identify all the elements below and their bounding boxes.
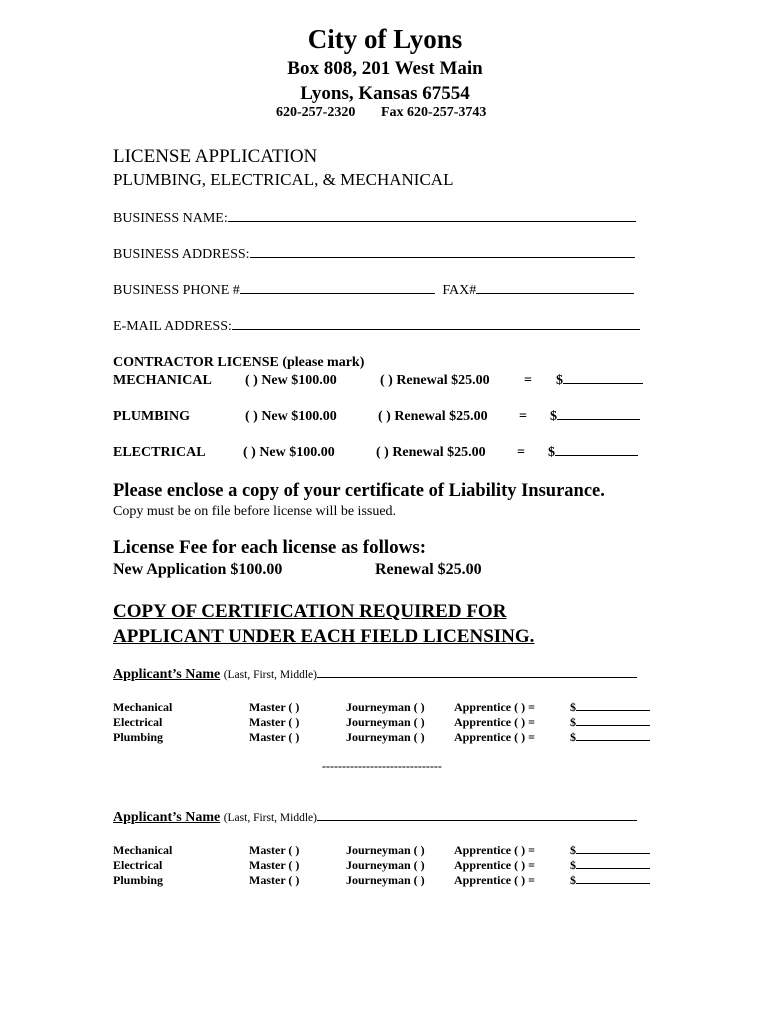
certification-line-1: COPY OF CERTIFICATION REQUIRED FOR <box>113 601 507 622</box>
fee-renewal: Renewal $25.00 <box>375 561 482 578</box>
apprentice-checkbox[interactable]: Apprentice ( ) = <box>454 858 535 872</box>
trade-mechanical-2: Mechanical <box>113 843 173 857</box>
email-line[interactable] <box>232 329 640 330</box>
applicant-name-line[interactable] <box>317 677 637 678</box>
amount-line[interactable] <box>576 725 650 726</box>
dollar-sign: $ <box>570 858 576 872</box>
electrical-equals: = <box>517 445 525 460</box>
business-name-line[interactable] <box>228 221 636 222</box>
fax-line[interactable] <box>476 293 634 294</box>
dollar-sign: $ <box>556 373 563 388</box>
amount-field[interactable] <box>570 873 650 888</box>
dollar-sign: $ <box>550 409 557 424</box>
business-name-field[interactable] <box>113 211 636 227</box>
electrical-new-checkbox[interactable]: ( ) New $100.00 <box>243 445 335 460</box>
dollar-sign: $ <box>570 873 576 887</box>
master-checkbox[interactable]: Master ( ) <box>249 843 300 857</box>
form-subtitle: PLUMBING, ELECTRICAL, & MECHANICAL <box>113 170 454 189</box>
plumbing-new-checkbox[interactable]: ( ) New $100.00 <box>245 409 337 424</box>
apprentice-checkbox[interactable]: Apprentice ( ) = <box>454 715 535 729</box>
form-title: LICENSE APPLICATION <box>113 146 318 167</box>
electrical-renewal-checkbox[interactable]: ( ) Renewal $25.00 <box>376 445 486 460</box>
plumbing-amount-field[interactable] <box>550 409 640 425</box>
dollar-sign: $ <box>570 730 576 744</box>
mechanical-new-checkbox[interactable]: ( ) New $100.00 <box>245 373 337 388</box>
city-title: City of Lyons <box>307 24 463 54</box>
master-checkbox[interactable]: Master ( ) <box>249 700 300 714</box>
contractor-heading: CONTRACTOR LICENSE (please mark) <box>113 355 365 370</box>
certification-line-2: APPLICANT UNDER EACH FIELD LICENSING. <box>113 626 535 647</box>
mechanical-amount-field[interactable] <box>556 373 643 389</box>
business-phone-label: BUSINESS PHONE # <box>113 283 240 298</box>
amount-field[interactable] <box>570 700 650 715</box>
business-address-field[interactable] <box>113 247 635 263</box>
amount-field[interactable] <box>570 730 650 745</box>
fee-new-application: New Application $100.00 <box>113 561 283 578</box>
mechanical-equals: = <box>524 373 532 388</box>
amount-line[interactable] <box>576 868 650 869</box>
apprentice-checkbox[interactable]: Apprentice ( ) = <box>454 700 535 714</box>
applicant-name-label: Applicant’s Name <box>113 810 221 825</box>
applicant-name-hint: (Last, First, Middle) <box>223 669 317 681</box>
applicant-name-label: Applicant’s Name <box>113 667 221 682</box>
amount-line[interactable] <box>557 419 640 420</box>
email-label: E-MAIL ADDRESS: <box>113 319 232 334</box>
applicant-name-line[interactable] <box>317 820 637 821</box>
business-phone-field[interactable] <box>113 283 634 299</box>
applicant-name-field-1[interactable] <box>113 667 637 683</box>
amount-line[interactable] <box>576 740 650 741</box>
dollar-sign: $ <box>548 445 555 460</box>
business-address-line[interactable] <box>250 257 635 258</box>
applicant-name-field-2[interactable] <box>113 810 637 826</box>
apprentice-checkbox[interactable]: Apprentice ( ) = <box>454 730 535 744</box>
trade-mechanical-1: Mechanical <box>113 700 173 714</box>
mechanical-renewal-checkbox[interactable]: ( ) Renewal $25.00 <box>380 373 490 388</box>
fax-label: FAX# <box>442 283 477 298</box>
business-phone-line[interactable] <box>240 293 435 294</box>
journeyman-checkbox[interactable]: Journeyman ( ) <box>346 873 425 887</box>
amount-line[interactable] <box>563 383 643 384</box>
applicant-name-hint: (Last, First, Middle) <box>223 812 317 824</box>
fax-number: Fax 620-257-3743 <box>381 105 487 120</box>
journeyman-checkbox[interactable]: Journeyman ( ) <box>346 730 425 744</box>
fees-heading: License Fee for each license as follows: <box>113 537 427 558</box>
apprentice-checkbox[interactable]: Apprentice ( ) = <box>454 843 535 857</box>
trade-electrical-1: Electrical <box>113 715 163 729</box>
plumbing-equals: = <box>519 409 527 424</box>
master-checkbox[interactable]: Master ( ) <box>249 858 300 872</box>
dollar-sign: $ <box>570 843 576 857</box>
email-field[interactable] <box>113 319 640 335</box>
amount-line[interactable] <box>576 853 650 854</box>
master-checkbox[interactable]: Master ( ) <box>249 715 300 729</box>
journeyman-checkbox[interactable]: Journeyman ( ) <box>346 843 425 857</box>
master-checkbox[interactable]: Master ( ) <box>249 730 300 744</box>
trade-electrical-label: ELECTRICAL <box>113 445 206 460</box>
insurance-heading: Please enclose a copy of your certificate of Liability Insurance. <box>113 481 605 501</box>
electrical-amount-field[interactable] <box>548 445 638 461</box>
phone-number: 620-257-2320 <box>276 105 356 120</box>
insurance-note: Copy must be on file before license will be issued. <box>113 504 397 519</box>
journeyman-checkbox[interactable]: Journeyman ( ) <box>346 700 425 714</box>
master-checkbox[interactable]: Master ( ) <box>249 873 300 887</box>
trade-mechanical-label: MECHANICAL <box>113 373 212 388</box>
amount-line[interactable] <box>576 883 650 884</box>
trade-plumbing-label: PLUMBING <box>113 409 190 424</box>
plumbing-renewal-checkbox[interactable]: ( ) Renewal $25.00 <box>378 409 488 424</box>
amount-line[interactable] <box>555 455 638 456</box>
journeyman-checkbox[interactable]: Journeyman ( ) <box>346 858 425 872</box>
business-address-label: BUSINESS ADDRESS: <box>113 247 250 262</box>
amount-field[interactable] <box>570 858 650 873</box>
apprentice-checkbox[interactable]: Apprentice ( ) = <box>454 873 535 887</box>
amount-line[interactable] <box>576 710 650 711</box>
dollar-sign: $ <box>570 715 576 729</box>
dollar-sign: $ <box>570 700 576 714</box>
amount-field[interactable] <box>570 843 650 858</box>
trade-electrical-2: Electrical <box>113 858 163 872</box>
section-separator: ------------------------------ <box>322 759 442 773</box>
trade-plumbing-1: Plumbing <box>113 730 164 744</box>
business-name-label: BUSINESS NAME: <box>113 211 228 226</box>
trade-plumbing-2: Plumbing <box>113 873 164 887</box>
address-line-1: Box 808, 201 West Main <box>287 58 483 79</box>
journeyman-checkbox[interactable]: Journeyman ( ) <box>346 715 425 729</box>
amount-field[interactable] <box>570 715 650 730</box>
address-line-2: Lyons, Kansas 67554 <box>300 83 470 104</box>
